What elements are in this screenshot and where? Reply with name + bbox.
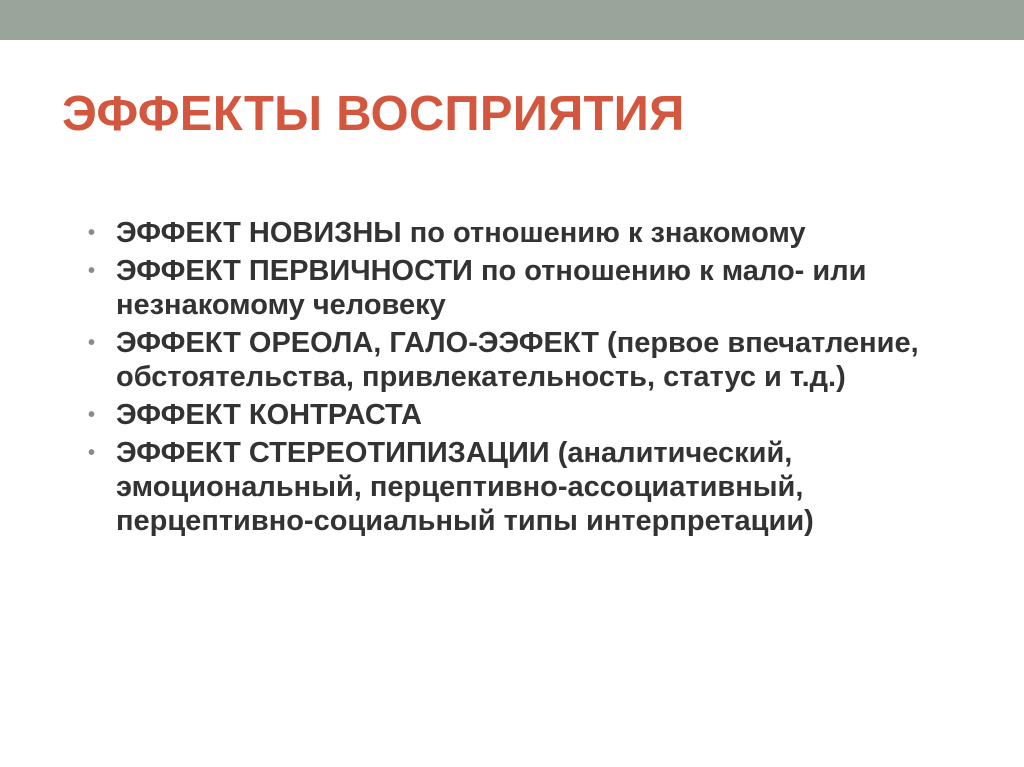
bullet-head: ЭФФЕКТ ПЕРВИЧНОСТИ	[116, 255, 473, 287]
bullet-item	[88, 398, 948, 432]
bullet-item	[88, 436, 948, 538]
bullet-dot-icon: •	[88, 222, 96, 244]
bullet-head: ЭФФЕКТ НОВИЗНЫ	[116, 217, 402, 249]
bullet-head: ЭФФЕКТ КОНТРАСТА	[116, 399, 422, 431]
bullet-dot-icon: •	[88, 332, 96, 354]
bullet-dot-icon: •	[88, 404, 96, 426]
top-band	[0, 0, 1024, 40]
bullet-rest: по отношению к мало- или незнакомому человеку	[116, 255, 867, 321]
bullet-item	[88, 254, 948, 322]
slide-title: ЭФФЕКТЫ ВОСПРИЯТИЯ	[62, 87, 685, 141]
bullet-list	[88, 216, 948, 542]
bullet-head: ЭФФЕКТ ОРЕОЛА, ГАЛО-ЭЭФЕКТ	[116, 327, 599, 359]
bullet-head: ЭФФЕКТ СТЕРЕОТИПИЗАЦИИ	[116, 437, 550, 469]
bullet-rest: по отношению к знакомому	[401, 217, 806, 249]
bullet-dot-icon: •	[88, 260, 96, 282]
bullet-item	[88, 326, 948, 394]
bullet-dot-icon: •	[88, 442, 96, 464]
bullet-rest: (первое впечатление, обстоятельства, привлекательность, статус и т.д.)	[116, 327, 919, 393]
bullet-rest: (аналитический, эмоциональный, перцептивно-ассоциативный, перцептивно-социальный типы интерпретации)	[116, 437, 814, 537]
bullet-item	[88, 216, 948, 250]
